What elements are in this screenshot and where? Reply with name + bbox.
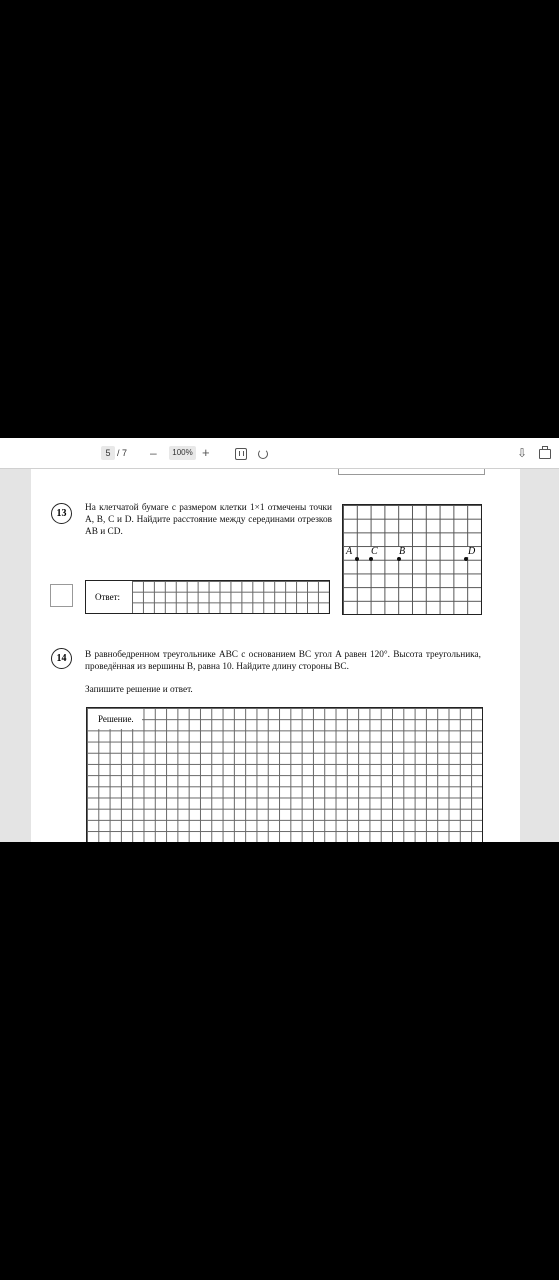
question-13-answer-box[interactable] — [85, 580, 330, 614]
pdf-viewer — [0, 438, 559, 842]
zoom-level[interactable]: 100% — [169, 446, 196, 460]
question-13-score-box — [50, 584, 73, 607]
solution-grid[interactable] — [86, 707, 483, 842]
page-total: / 7 — [117, 448, 128, 458]
point-label-a: A — [346, 546, 353, 557]
answer-label: Ответ: — [95, 592, 121, 602]
answer-cells[interactable] — [132, 581, 329, 613]
question-14-instruction: Запишите решение и ответ. — [85, 685, 193, 695]
point-d — [464, 557, 468, 561]
black-background — [0, 842, 559, 1280]
fit-page-icon[interactable] — [235, 448, 247, 460]
point-label-c: C — [371, 546, 378, 557]
question-14-number: 14 — [51, 648, 72, 669]
point-a — [355, 557, 359, 561]
point-b — [397, 557, 401, 561]
question-13-grid — [342, 504, 482, 615]
rotate-icon[interactable] — [258, 449, 268, 459]
point-c — [369, 557, 373, 561]
question-13-text: На клетчатой бумаге с размером клетки 1×1 отмечены точки A, B, C и D. Найдите расстояние между серединами отрезков AB и CD. — [85, 503, 332, 537]
point-label-b: B — [399, 546, 406, 557]
question-14-text: В равнобедренном треугольнике ABC с основанием BC угол A равен 120°. Высота треугольника, проведённая из вершины B, равна 10. Найдите длину стороны BC. — [85, 650, 481, 672]
download-icon[interactable]: ⇩ — [517, 446, 528, 460]
zoom-out-button[interactable]: – — [150, 446, 157, 460]
question-13-number: 13 — [51, 503, 72, 524]
page-number-input[interactable]: 5 — [101, 446, 115, 460]
solution-label: Решение. — [88, 709, 142, 729]
zoom-in-button[interactable]: + — [202, 445, 210, 460]
previous-answer-box — [338, 469, 485, 475]
pdf-page — [31, 469, 520, 842]
point-label-d: D — [468, 546, 476, 557]
pdf-toolbar — [0, 438, 559, 469]
print-icon[interactable] — [539, 449, 551, 459]
